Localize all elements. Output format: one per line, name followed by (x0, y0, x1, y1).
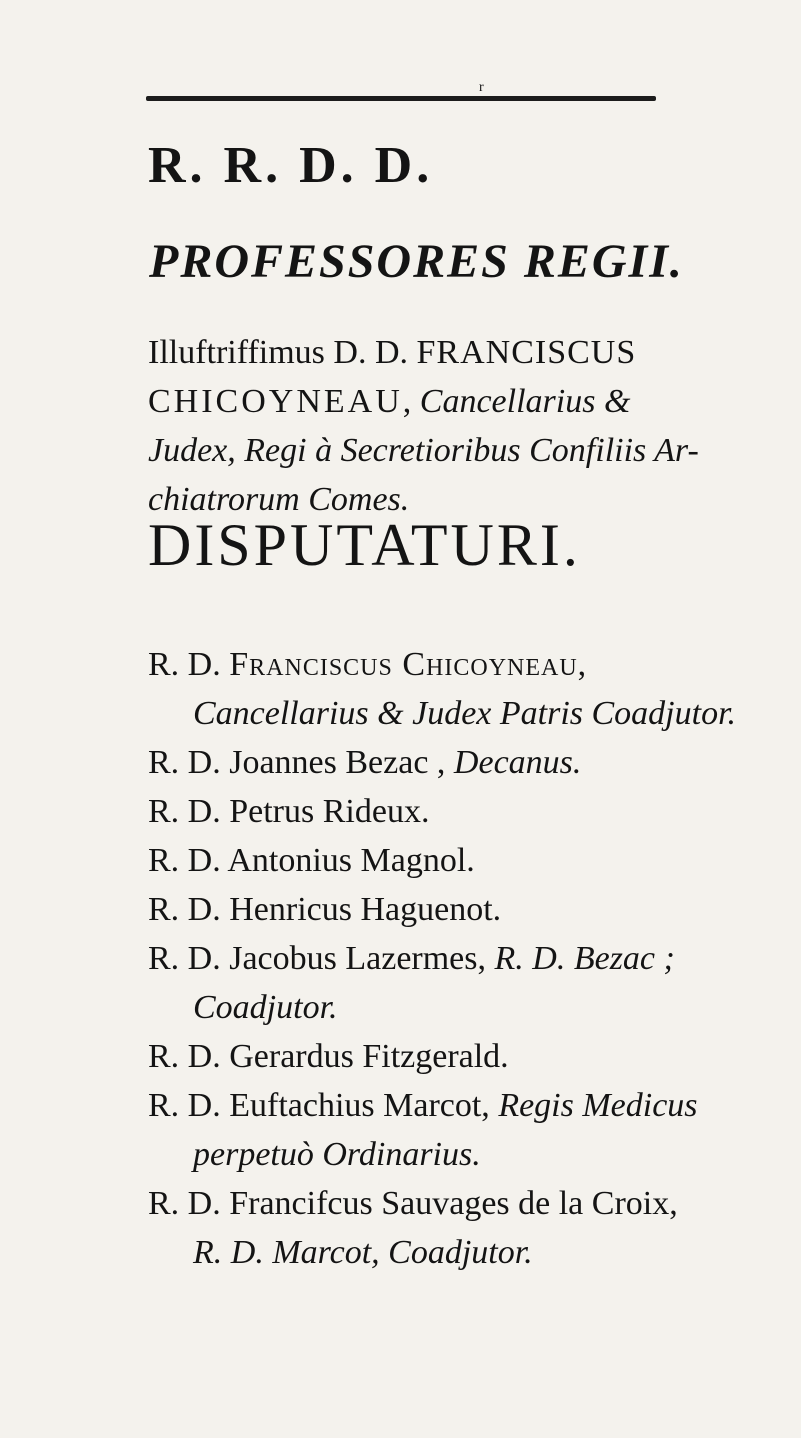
intro-text: Illuftriffimus D. D. (148, 334, 417, 371)
list-item (148, 934, 788, 983)
list-item-name: R. D. Jacobus Lazermes, (148, 940, 495, 977)
list-item-role: Regis Medicus (498, 1087, 698, 1124)
list-item-role: R. D. Bezac ; (494, 940, 675, 977)
printer-mark: r (479, 80, 484, 95)
list-item-continuation: Cancellarius & Judex Patris Coadjutor. (193, 695, 737, 732)
list-item-continuation: Coadjutor. (193, 989, 338, 1026)
intro-line-1 (148, 328, 788, 377)
page-subtitle: PROFESSORES REGII. (149, 235, 684, 288)
section-title: DISPUTATURI. (148, 512, 581, 578)
list-item-name: Franciscus Chicoyneau, (229, 646, 588, 683)
list-item: R. D. Petrus Rideux. (148, 793, 430, 830)
list-item-role: Decanus. (453, 744, 582, 781)
list-item: R. D. Francifcus Sauvages de la Croix, (148, 1185, 678, 1222)
list-item: R. D. Antonius Magnol. (148, 842, 475, 879)
disputants-list (148, 640, 788, 1277)
intro-title: Cancellarius & (419, 383, 631, 420)
list-item (148, 640, 788, 689)
list-item: R. D. Gerardus Fitzgerald. (148, 1038, 509, 1075)
header-rule (146, 96, 656, 101)
intro-line-4: chiatrorum Comes. (148, 481, 410, 518)
intro-line-3: Judex, Regi à Secretioribus Confiliis Ar- (148, 432, 699, 469)
intro-name: FRANCISCUS (416, 334, 637, 371)
list-item-continuation: perpetuò Ordinarius. (193, 1136, 481, 1173)
intro-separator: , (402, 383, 420, 420)
list-item: R. D. Henricus Haguenot. (148, 891, 502, 928)
list-item-name: R. D. Joannes Bezac , (148, 744, 454, 781)
page-initials: R. R. D. D. (148, 137, 434, 194)
intro-surname: CHICOYNEAU (148, 383, 403, 420)
intro-line-2 (148, 377, 788, 426)
list-item-continuation: R. D. Marcot, Coadjutor. (193, 1234, 533, 1271)
list-item-prefix: R. D. (148, 646, 230, 683)
list-item (148, 1081, 788, 1130)
list-item-name: R. D. Euftachius Marcot, (148, 1087, 499, 1124)
chancellor-paragraph (148, 328, 788, 524)
list-item (148, 738, 788, 787)
